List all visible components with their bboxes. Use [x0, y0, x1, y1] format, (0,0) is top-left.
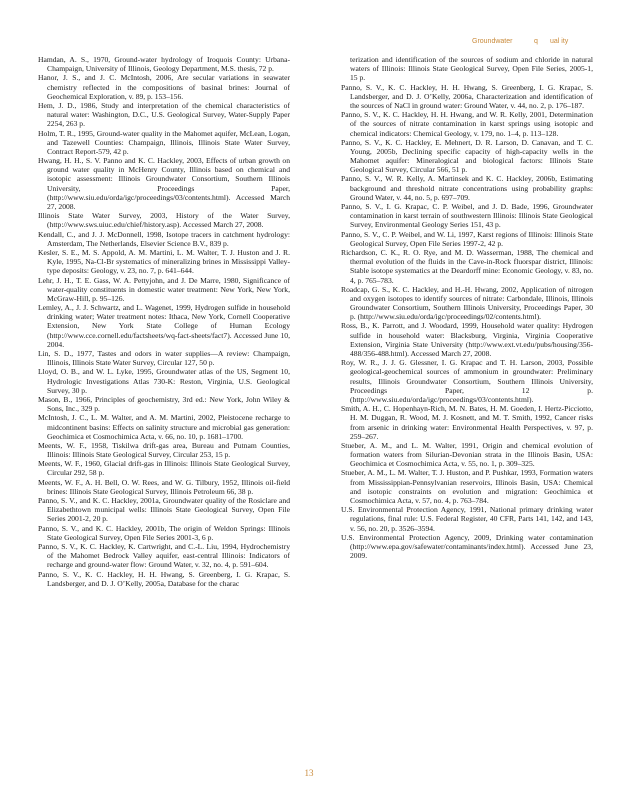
reference-entry: U.S. Environmental Protection Agency, 1991, National primary drinking water regulations, final rule: U.S. Federal Register, 40 CFR, Parts 141, 142, and 143, v. 56, no. 20, p. 3526–3594.	[341, 505, 593, 533]
reference-entry: Richardson, C. K., R. O. Rye, and M. D. Wasserman, 1988, The chemical and thermal evolution of the fluids in the Cave-in-Rock fluorspar district, Illinois: Stable isotope systematics at the Deardorff mine: Economic Geology, v. 83, no. 4, p. 765–783.	[341, 247, 593, 285]
reference-entry: Lin, S. D., 1977, Tastes and odors in water supplies—A review: Champaign, Illinois, Illinois State Water Survey, Circular 127, 50 p.	[38, 349, 290, 368]
reference-entry: Panno, S. V., K. C. Hackley, K. Cartwright, and C.-L. Liu, 1994, Hydrochemistry of the Mahomet Bedrock Valley aquifer, east-central Illinois: Indicators of recharge and ground-water flow: Ground Water, v. 32, no. 4, p. 591–604.	[38, 541, 290, 570]
references-left-column	[38, 55, 290, 755]
reference-entry: Mason, B., 1966, Principles of geochemistry, 3rd ed.: New York, John Wiley & Sons, Inc., 329 p.	[38, 394, 290, 414]
reference-entry: Kesler, S. E., M. S. Appold, A. M. Martini, L. M. Walter, T. J. Huston and J. R. Kyle, 1995, Na-Cl-Br systematics of mineralizing brines in Mississippi Valley-type deposits: Geology, v. 23, no. 7, p. 641–644.	[38, 247, 290, 276]
reference-entry: Panno, S. V., and K. C. Hackley, 2001a, Groundwater quality of the Rosiclare and Elizabethtown municipal wells: Illinois State Geological Survey, Open File Series 2001-2, 20 p.	[38, 496, 290, 524]
reference-entry: Meents, W. F., A. H. Bell, O. W. Rees, and W. G. Tilbury, 1952, Illinois oil-field brines: Illinois State Geological Survey, Illinois Petroleum 66, 38 p.	[38, 477, 290, 496]
reference-entry: Panno, S. V., K. C. Hackley, H. H. Hwang, and W. R. Kelly, 2001, Determination of the sources of nitrate contamination in karst springs using isotopic and chemical indicators: Chemical Geology, v. 179, no. 1–4, p. 113–128.	[341, 110, 593, 138]
reference-entry: Hwang, H. H., S. V. Panno and K. C. Hackley, 2003, Effects of urban growth on ground water quality in McHenry County, Illinois based on chemical and isotopic assessment: Illinois Groundwater Consortium, Southern Illinois University, Proceedings Paper, (http://www.siu.edu/orda/igc/proceedings/03/contents.html). Accessed March 27, 2008.	[38, 156, 290, 211]
reference-entry: Panno, S. V., K. C. Hackley, E. Mehnert, D. R. Larson, D. Canavan, and T. C. Young, 2005b, Declining specific capacity of high-capacity wells in the Mahomet aquifer: Mineralogical and biological factors: Illinois State Geological Survey, Circular 566, 51 p.	[341, 137, 593, 175]
running-header-word: Groundwater	[472, 38, 513, 45]
reference-entry: Meents, W. F., 1958, Tiskilwa drift-gas area, Bureau and Putnam Counties, Illinois: Illinois State Geological Survey, Circular 253, 15 p.	[38, 440, 290, 460]
running-header-word: q	[534, 38, 538, 45]
references-right-column	[341, 55, 593, 755]
reference-entry: Illinois State Water Survey, 2003, History of the Water Survey, (http://www.sws.uiuc.edu/chief/history.asp). Accessed March 27, 2008.	[38, 211, 290, 230]
page-number: 13	[304, 768, 314, 778]
running-header-word: ual ity	[550, 38, 569, 45]
reference-entry: U.S. Environmental Protection Agency, 2009, Drinking water contamination (http://www.epa.gov/safewater/contaminants/index.html). Accessed June 23, 2009.	[341, 532, 593, 561]
reference-entry: Panno, S. V., K. C. Hackley, H. H. Hwang, S. Greenberg, I. G. Krapac, S. Landsberger, and D. J. O’Kelly, 2006a, Characterization and identification of the sources of NaCl in ground water: Ground Water, v. 44, no. 2, p. 176–187.	[341, 82, 593, 110]
reference-entry: Panno, S. V., K. C. Hackley, H. H. Hwang, S. Greenberg, I. G. Krapac, S. Landsberger, and D. J. O’Kelly, 2005a, Database for the charac	[38, 569, 290, 588]
reference-entry: Stueber, A. M., L. M. Walter, T. J. Huston, and P. Pushkar, 1993, Formation waters from Mississippian-Pennsylvanian reservoirs, Illinois Basin, USA: Chemical and isotopic constraints on evolution and migration: Geochimica et Cosmochimica Acta, v. 57, no. 4, p. 763–784.	[341, 468, 593, 505]
reference-entry: Panno, S. V., I. G. Krapac, C. P. Weibel, and J. D. Bade, 1996, Groundwater contamination in karst terrain of southwestern Illinois: Illinois State Geological Survey, Environmental Geology Series 151, 43 p.	[341, 202, 593, 230]
running-header	[472, 38, 592, 50]
reference-entry: Panno, S. V., and K. C. Hackley, 2001b, The origin of Weldon Springs: Illinois State Geological Survey, Open File Series 2001-3, 6 p.	[38, 523, 290, 542]
reference-entry: Lehr, J. H., T. E. Gass, W. A. Pettyjohn, and J. De Marre, 1980, Significance of water-quality constituents in domestic water treatment: New York, New York, McGraw-Hill, p. 95–126.	[38, 275, 290, 303]
reference-entry: Lemley, A., J. J. Schwartz, and L. Wagenet, 1999, Hydrogen sulfide in household drinking water; Water treatment notes: Ithaca, New York, Cornell Cooperative Extension, New York State College of Human Ecology (http://www.cce.cornell.edu/factsheets/wq-fact-sheets/fact7). Accessed June 10, 2004.	[38, 303, 290, 349]
reference-entry: Hem, J. D., 1986, Study and interpretation of the chemical characteristics of natural water: Washington, D.C., U.S. Geological Survey, Water-Supply Paper 2254, 263 p.	[38, 100, 290, 129]
reference-entry: Holm, T. R., 1995, Ground-water quality in the Mahomet aquifer, McLean, Logan, and Tazewell Counties: Champaign, Illinois, Illinois State Water Survey, Contract Report-579, 42 p.	[38, 128, 290, 156]
reference-entry: Lloyd, O. B., and W. L. Lyke, 1995, Groundwater atlas of the US, Segment 10, Hydrologic Investigations Atlas 730-K: Reston, Virginia, U.S. Geological Survey, 30 p.	[38, 367, 290, 395]
reference-entry: Panno, S. V., W. R. Kelly, A. Martinsek and K. C. Hackley, 2006b, Estimating background and threshold nitrate concentrations using probability graphs: Ground Water, v. 44, no. 5, p. 697–709.	[341, 174, 593, 202]
reference-entry: McIntosh, J. C., L. M. Walter, and A. M. Martini, 2002, Pleistocene recharge to midcontinent basins: Effects on salinity structure and microbial gas generation: Geochimica et Cosmochimica Acta, v. 66, no. 10, p. 1681–1700.	[38, 413, 290, 441]
reference-entry: Roy, W. R., J. J. G. Glessner, I. G. Krapac and T. H. Larson, 2003, Possible geological-geochemical sources of ammonium in groundwater: Preliminary results, Illinois Groundwater Consortium, Southern Illinois University, Proceedings Paper, 12 p. (http://www.siu.edu/orda/igc/proceedings/03/contents.html).	[341, 358, 593, 404]
reference-entry: Hamdan, A. S., 1970, Ground-water hydrology of Iroquois County: Urbana-Champaign, University of Illinois, Geology Department, M.S. thesis, 72 p.	[38, 55, 290, 74]
reference-entry: Smith, A. H., C. Hopenhayn-Rich, M. N. Bates, H. M. Goeden, I. Hertz-Picciotto, H. M. Duggan, R. Wood, M. J. Kosnett, and M. T. Smith, 1992, Cancer risks from arsenic in drinking water: Environmental Health Perspectives, v. 97, p. 259–267.	[341, 404, 593, 441]
reference-entry: Panno, S. V., C. P. Weibel, and W. Li, 1997, Karst regions of Illinois: Illinois State Geological Survey, Open File Series 1997-2, 42 p.	[341, 229, 593, 248]
reference-entry: Stueber, A. M., and L. M. Walter, 1991, Origin and chemical evolution of formation waters from Silurian-Devonian strata in the Illinois Basin, USA: Geochimica et Cosmochimica Acta, v. 55, no. 1, p. 309–325.	[341, 440, 593, 469]
reference-entry: Meents, W. F., 1960, Glacial drift-gas in Illinois: Illinois State Geological Survey, Circular 292, 58 p.	[38, 459, 290, 478]
reference-entry: Roadcap, G. S., K. C. Hackley, and H.-H. Hwang, 2002, Application of nitrogen and oxygen isotopes to identify sources of nitrate: Carbondale, Illinois, Illinois Groundwater Consortium, Southern Illinois University, Proceedings Paper, 30 p. (http://www.siu.edu/orda/igc/proceedings/02/contents.html).	[341, 284, 593, 322]
reference-entry: Hanor, J. S., and J. C. McIntosh, 2006, Are secular variations in seawater chemistry reflected in the compositions of basinal brines: Journal of Geochemical Exploration, v. 89, p. 153–156.	[38, 73, 290, 101]
reference-entry: Kendall, C., and J. J. McDonnell, 1998, Isotope tracers in catchment hydrology: Amsterdam, The Netherlands, Elsevier Science B.V., 839 p.	[38, 229, 290, 248]
reference-entry: Ross, B., K. Parrott, and J. Woodard, 1999, Household water quality: Hydrogen sulfide in household water: Blacksburg, Virginia, Virginia Cooperative Extension, Virginia State University (http://www.ext.vt.edu/pubs/housing/356-488/356-488.html). Accessed March 27, 2008.	[341, 321, 593, 358]
reference-entry-continued: terization and identification of the sources of sodium and chloride in natural waters of Illinois: Illinois State Geological Survey, Open File Series, 2005-1, 15 p.	[350, 55, 593, 83]
